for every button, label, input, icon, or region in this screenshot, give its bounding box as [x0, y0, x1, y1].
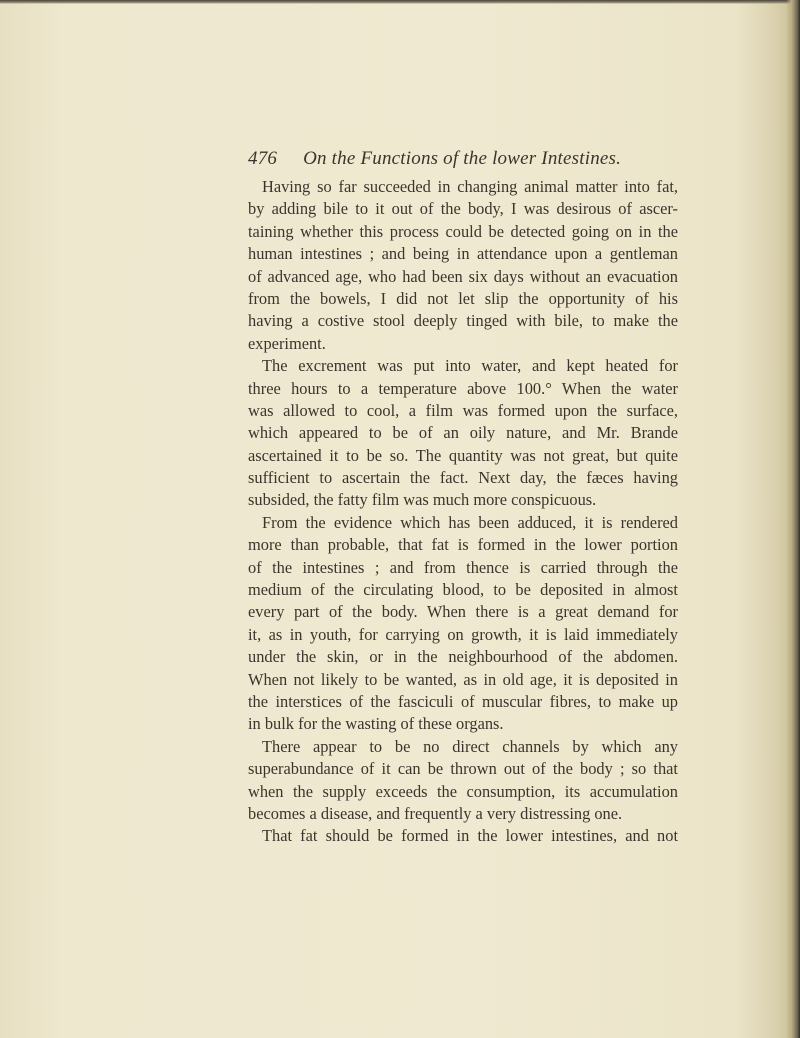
text-line: human intestines ; and being in attendance upon a gentleman — [248, 244, 678, 264]
running-head — [248, 148, 621, 170]
running-title: On the Functions of the lower Intestines. — [303, 148, 622, 169]
text-line: The excrement was put into water, and kept heated for — [262, 356, 678, 376]
text-line: every part of the body. When there is a great demand for — [248, 602, 678, 622]
text-line: three hours to a temperature above 100.° When the water — [248, 378, 678, 398]
text-line: There appear to be no direct channels by which any — [262, 736, 678, 756]
text-line: experiment. — [248, 333, 326, 353]
text-line: superabundance of it can be thrown out of the body ; so that — [248, 759, 678, 779]
text-line: taining whether this process could be detected going on in the — [248, 221, 678, 241]
page-top-edge — [0, 0, 800, 4]
text-line: subsided, the fatty film was much more conspicuous. — [248, 490, 597, 510]
text-line: it, as in youth, for carrying on growth, it is laid immediately — [248, 624, 678, 644]
text-line: from the bowels, I did not let slip the opportunity of his — [248, 288, 678, 308]
text-line: more than probable, that fat is formed in the lower portion — [248, 535, 678, 555]
text-line: which appeared to be of an oily nature, and Mr. Brande — [248, 423, 678, 443]
text-line: sufficient to ascertain the fact. Next day, the fæces having — [248, 468, 678, 488]
text-line: That fat should be formed in the lower intestines, and not — [262, 826, 678, 846]
text-line: ascertained it to be so. The quantity was not great, but quite — [248, 445, 678, 465]
text-line: under the skin, or in the neighbourhood of the abdomen. — [248, 647, 678, 667]
text-line: of advanced age, who had been six days without an evacuation — [248, 266, 678, 286]
text-line: the interstices of the fasciculi of muscular fibres, to make up — [248, 691, 678, 711]
text-line: when the supply exceeds the consumption, its accumulation — [248, 781, 678, 801]
text-line: having a costive stool deeply tinged with bile, to make the — [248, 311, 678, 331]
text-line: When not likely to be wanted, as in old age, it is deposited in — [248, 669, 678, 689]
text-line: by adding bile to it out of the body, I was desirous of ascer- — [248, 199, 678, 219]
page-number: 476 — [248, 148, 278, 169]
text-line: in bulk for the wasting of these organs. — [248, 714, 504, 734]
text-line: Having so far succeeded in changing animal matter into fat, — [262, 177, 678, 196]
text-line: of the intestines ; and from thence is carried through the — [248, 557, 678, 577]
page-binding-edge — [786, 0, 800, 1038]
text-line: was allowed to cool, a film was formed upon the surface, — [248, 400, 678, 420]
text-line: From the evidence which has been adduced, it is rendered — [262, 512, 678, 532]
text-line: becomes a disease, and frequently a very distressing one. — [248, 803, 623, 823]
text-line: medium of the circulating blood, to be deposited in almost — [248, 580, 678, 600]
body-text — [248, 176, 678, 848]
